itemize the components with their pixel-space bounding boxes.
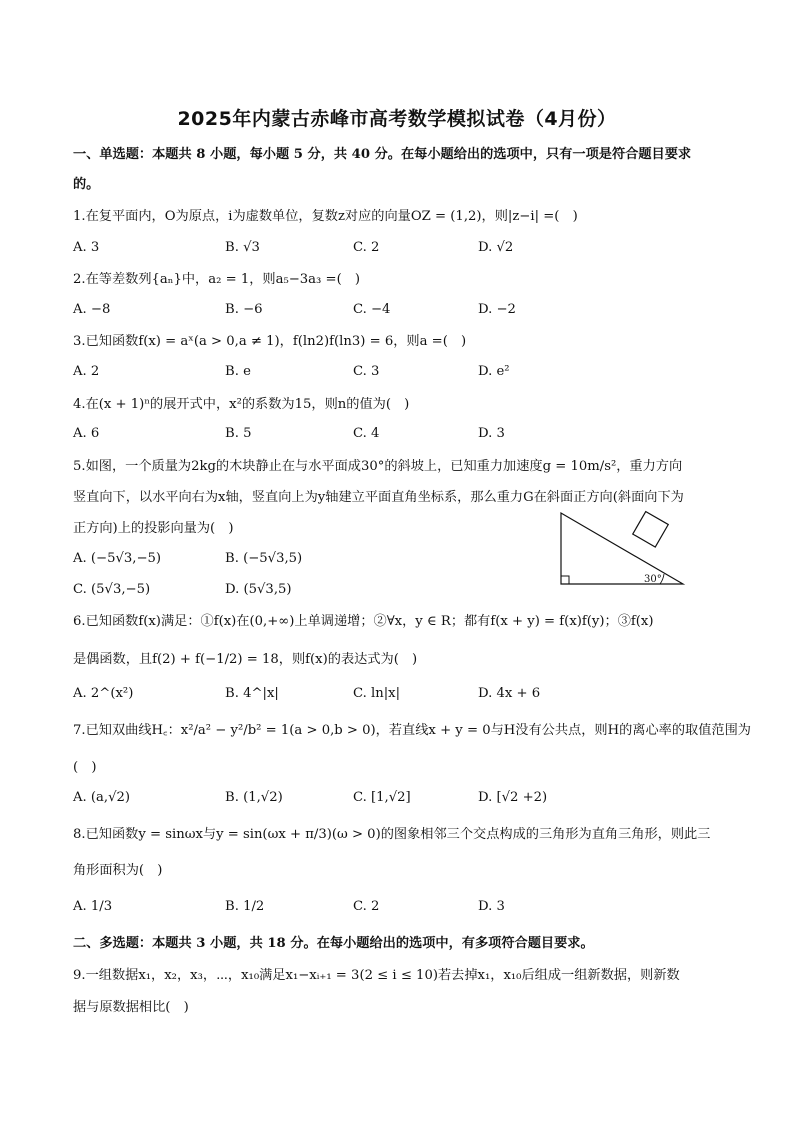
question-7-stem-line2: ( ) xyxy=(73,760,97,775)
question-8-stem-line2: 角形面积为( ) xyxy=(73,863,163,878)
q1-option-a[interactable]: A. 3 xyxy=(73,240,100,255)
wooden-block xyxy=(633,512,669,548)
q3-option-b[interactable]: B. e xyxy=(225,364,251,379)
question-3-options xyxy=(73,364,723,384)
section2-heading: 二、多选题：本题共 3 小题，共 18 分。在每小题给出的选项中，有多项符合题目要求。 xyxy=(73,936,594,951)
q8-option-a[interactable]: A. 1/3 xyxy=(73,899,113,914)
question-6-stem-line2: 是偶函数，且f(2) + f(−1/2) = 18，则f(x)的表达式为( ) xyxy=(73,652,418,667)
q4-option-d[interactable]: D. 3 xyxy=(478,426,505,441)
q3-option-d[interactable]: D. e² xyxy=(478,364,510,379)
page-title: 2025年内蒙古赤峰市高考数学模拟试卷（4月份） xyxy=(177,108,617,130)
q2-option-b[interactable]: B. −6 xyxy=(225,302,263,317)
question-1-options xyxy=(73,240,723,260)
question-4-options xyxy=(73,426,723,446)
q6-option-d[interactable]: D. 4x + 6 xyxy=(478,686,541,701)
question-9-stem-line2: 据与原数据相比( ) xyxy=(73,1000,189,1015)
q1-option-d[interactable]: D. √2 xyxy=(478,240,514,255)
q1-option-b[interactable]: B. √3 xyxy=(225,240,260,255)
question-5-options-row2 xyxy=(73,582,533,602)
question-7-stem-line1: 7.已知双曲线H꜀：x²/a² − y²/b² = 1(a > 0,b > 0)，若直线x + y = 0与H没有公共点，则H的离心率的取值范围为 xyxy=(73,723,751,738)
angle-label: 30° xyxy=(644,574,662,585)
q8-option-d[interactable]: D. 3 xyxy=(478,899,505,914)
q8-option-b[interactable]: B. 1/2 xyxy=(225,899,265,914)
q5-option-d[interactable]: D. (5√3,5) xyxy=(225,582,292,597)
question-8-stem-line1: 8.已知函数y = sinωx与y = sin(ωx + π/3)(ω > 0)的图象相邻三个交点构成的三角形为直角三角形，则此三 xyxy=(73,827,711,842)
q7-option-b[interactable]: B. (1,√2) xyxy=(225,790,283,805)
question-6-stem-line1: 6.已知函数f(x)满足：①f(x)在(0,+∞)上单调递增；②∀x，y ∈ R；都有f(x + y) = f(x)f(y)；③f(x) xyxy=(73,614,654,629)
q2-option-a[interactable]: A. −8 xyxy=(73,302,111,317)
q3-option-a[interactable]: A. 2 xyxy=(73,364,100,379)
question-7-options xyxy=(73,790,723,810)
question-5-stem-line3: 正方向)上的投影向量为( ) xyxy=(73,521,234,536)
question-2-options xyxy=(73,302,723,322)
q5-option-c[interactable]: C. (5√3,−5) xyxy=(73,582,151,597)
q6-option-a[interactable]: A. 2^(x²) xyxy=(73,686,134,701)
question-4-stem: 4.在(x + 1)ⁿ的展开式中，x²的系数为15，则n的值为( ) xyxy=(73,397,410,412)
q5-option-b[interactable]: B. (−5√3,5) xyxy=(225,551,303,566)
question-2-stem: 2.在等差数列{aₙ}中，a₂ = 1，则a₅−3a₃ =( ) xyxy=(73,272,361,287)
question-5-stem-line2: 竖直向下，以水平向右为x轴，竖直向上为y轴建立平面直角坐标系，那么重力G在斜面正方向(斜面向下为 xyxy=(73,490,684,505)
q6-option-c[interactable]: C. ln|x| xyxy=(353,686,401,701)
q7-option-d[interactable]: D. [√2 +2) xyxy=(478,790,548,805)
q4-option-b[interactable]: B. 5 xyxy=(225,426,252,441)
q7-option-a[interactable]: A. (a,√2) xyxy=(73,790,131,805)
q2-option-c[interactable]: C. −4 xyxy=(353,302,391,317)
q3-option-c[interactable]: C. 3 xyxy=(353,364,380,379)
question-3-stem: 3.已知函数f(x) = aˣ(a > 0,a ≠ 1)，f(ln2)f(ln3) = 6，则a =( ) xyxy=(73,334,467,349)
question-9-stem-line1: 9.一组数据x₁，x₂，x₃，⋯，x₁₀满足x₁−xᵢ₊₁ = 3(2 ≤ i ≤ 10)若去掉x₁，x₁₀后组成一组新数据，则新数 xyxy=(73,968,680,983)
question-5-stem-line1: 5.如图，一个质量为2kg的木块静止在与水平面成30°的斜坡上，已知重力加速度g = 10m/s²，重力方向 xyxy=(73,459,683,474)
question-1-stem: 1.在复平面内，O为原点，i为虚数单位，复数z对应的向量OZ = (1,2)，则|z−i| =( ) xyxy=(73,209,578,224)
incline-figure xyxy=(556,508,688,588)
q1-option-c[interactable]: C. 2 xyxy=(353,240,380,255)
q4-option-c[interactable]: C. 4 xyxy=(353,426,380,441)
right-angle-mark xyxy=(561,576,569,584)
question-8-options xyxy=(73,899,723,919)
question-5-options-row1 xyxy=(73,551,533,571)
q2-option-d[interactable]: D. −2 xyxy=(478,302,516,317)
question-6-options xyxy=(73,686,723,706)
q5-option-a[interactable]: A. (−5√3,−5) xyxy=(73,551,162,566)
section1-heading-cont: 的。 xyxy=(73,177,100,192)
q8-option-c[interactable]: C. 2 xyxy=(353,899,380,914)
q4-option-a[interactable]: A. 6 xyxy=(73,426,100,441)
q7-option-c[interactable]: C. [1,√2] xyxy=(353,790,411,805)
q6-option-b[interactable]: B. 4^|x| xyxy=(225,686,279,701)
section1-heading: 一、单选题：本题共 8 小题，每小题 5 分，共 40 分。在每小题给出的选项中，只有一项是符合题目要求 xyxy=(73,147,692,162)
